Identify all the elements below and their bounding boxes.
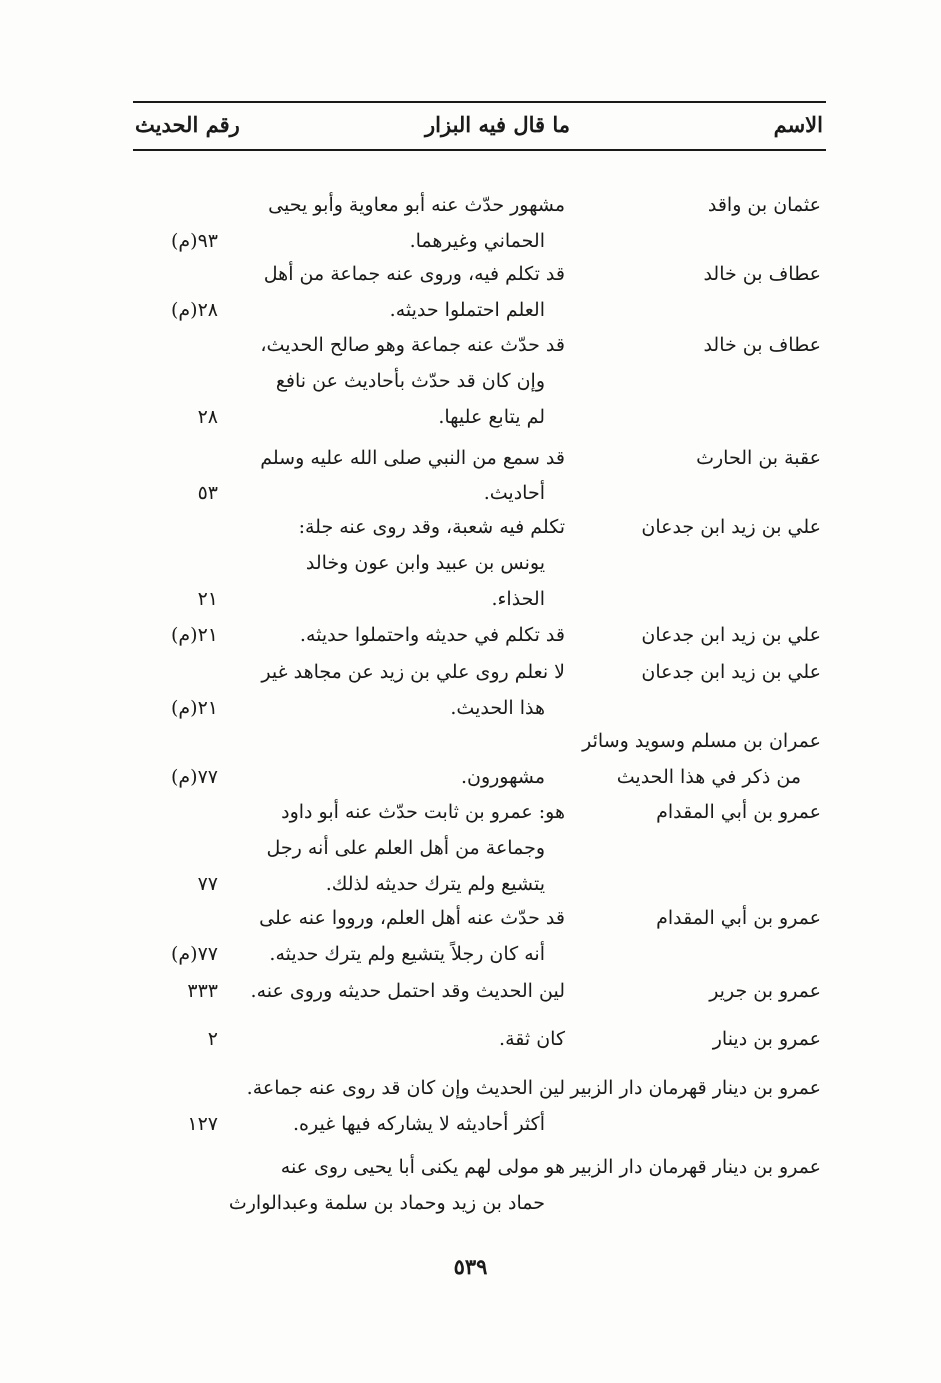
narrator-name: علي بن زيد ابن جدعان bbox=[641, 516, 821, 538]
hadith-number: ٢١(م) bbox=[170, 697, 218, 719]
hadith-number: ٢ bbox=[207, 1028, 218, 1050]
hadith-number: ٣٣٣ bbox=[187, 980, 218, 1002]
bazzar-statement-line: هذا الحديث. bbox=[450, 697, 545, 719]
hadith-number: ٢٨ bbox=[197, 406, 218, 428]
bazzar-statement-line: أكثر أحاديثه لا يشاركه فيها غيره. bbox=[292, 1113, 545, 1135]
bazzar-statement-line: أنه كان رجلاً يتشيع ولم يترك حديثه. bbox=[269, 943, 545, 965]
bazzar-statement-line: قد حدّث عنه أهل العلم، ورووا عنه على bbox=[259, 907, 565, 929]
bazzar-statement-line: حماد بن زيد وحماد بن سلمة وعبدالوارث bbox=[228, 1192, 545, 1214]
hadith-number: ٧٧ bbox=[197, 873, 218, 895]
bazzar-statement-line: كان ثقة. bbox=[499, 1028, 565, 1050]
bazzar-statement-line: قد حدّث عنه جماعة وهو صالح الحديث، bbox=[260, 334, 565, 356]
bazzar-statement-line: لين الحديث وقد احتمل حديثه وروى عنه. bbox=[250, 980, 565, 1002]
bazzar-statement-line: لم يتابع عليها. bbox=[438, 406, 545, 428]
bazzar-statement-line: قد تكلم فيه، وروى عنه جماعة من أهل bbox=[263, 263, 565, 285]
header-number-column: رقم الحديث bbox=[135, 112, 240, 137]
narrator-name: عمرو بن أبي المقدام bbox=[656, 801, 821, 823]
hadith-number: ٧٧(م) bbox=[170, 766, 218, 788]
hadith-number: ٢٨(م) bbox=[170, 299, 218, 321]
narrator-name: علي بن زيد ابن جدعان bbox=[641, 661, 821, 683]
narrator-name: من ذكر في هذا الحديث bbox=[616, 766, 801, 788]
bazzar-statement-line: الحماني وغيرهما. bbox=[409, 230, 545, 252]
bazzar-statement-line: وإن كان قد حدّث بأحاديث عن نافع bbox=[275, 370, 545, 392]
hadith-number: ٧٧(م) bbox=[170, 943, 218, 965]
narrator-name: عقبة بن الحارث bbox=[696, 447, 821, 469]
narrator-name: عطاف بن خالد bbox=[703, 263, 821, 285]
hadith-number: ٢١(م) bbox=[170, 624, 218, 646]
hadith-number: ١٢٧ bbox=[187, 1113, 218, 1135]
hadith-number: ٢١ bbox=[197, 588, 218, 610]
bazzar-statement-line: مشهورون. bbox=[460, 766, 545, 788]
bazzar-statement-line: تكلم فيه شعبة، وقد روى عنه جلة: bbox=[298, 516, 565, 538]
bazzar-statement-line: هو مولى لهم يكنى أبا يحيى روى عنه bbox=[280, 1156, 565, 1178]
bazzar-statement-line: قد سمع من النبي صلى الله عليه وسلم bbox=[260, 447, 565, 469]
bazzar-statement-line: يتشيع ولم يترك حديثه لذلك. bbox=[325, 873, 545, 895]
narrator-name: عمرو بن دينار قهرمان دار الزبير bbox=[570, 1156, 821, 1178]
bazzar-statement-line: لين الحديث وإن كان قد روى عنه جماعة. bbox=[246, 1077, 565, 1099]
narrator-name: عطاف بن خالد bbox=[703, 334, 821, 356]
bazzar-statement-line: هو: عمرو بن ثابت حدّث عنه أبو داود bbox=[281, 801, 565, 823]
narrator-name: عمرو بن جرير bbox=[709, 980, 821, 1002]
narrator-name: عمرو بن دينار قهرمان دار الزبير bbox=[570, 1077, 821, 1099]
bazzar-statement-line: العلم احتملوا حديثه. bbox=[389, 299, 545, 321]
bazzar-statement-line: أحاديث. bbox=[483, 482, 545, 504]
hadith-number: ٩٣(م) bbox=[170, 230, 218, 252]
narrator-name: عثمان بن واقد bbox=[707, 194, 821, 216]
bazzar-statement-line: لا نعلم روى علي بن زيد عن مجاهد غير bbox=[261, 661, 565, 683]
bazzar-statement-line: وجماعة من أهل العلم على أنه رجل bbox=[266, 837, 545, 859]
bazzar-statement-line: يونس بن عبيد وابن عون وخالد bbox=[305, 552, 545, 574]
bazzar-statement-line: مشهور حدّث عنه أبو معاوية وأبو يحيى bbox=[268, 194, 565, 216]
bazzar-statement-line: قد تكلم في حديثه واحتملوا حديثه. bbox=[299, 624, 565, 646]
bazzar-statement-line: الحذاء. bbox=[491, 588, 545, 610]
page-number: ٥٣٩ bbox=[453, 1254, 488, 1279]
header-said-column: ما قال فيه البزار bbox=[425, 112, 571, 137]
hadith-number: ٥٣ bbox=[197, 482, 218, 504]
header-name-column: الاسم bbox=[773, 112, 823, 137]
narrator-name: عمرو بن دينار bbox=[712, 1028, 821, 1050]
narrator-name: عمرو بن أبي المقدام bbox=[656, 907, 821, 929]
narrator-name: علي بن زيد ابن جدعان bbox=[641, 624, 821, 646]
narrator-name: عمران بن مسلم وسويد وسائر bbox=[582, 730, 821, 752]
